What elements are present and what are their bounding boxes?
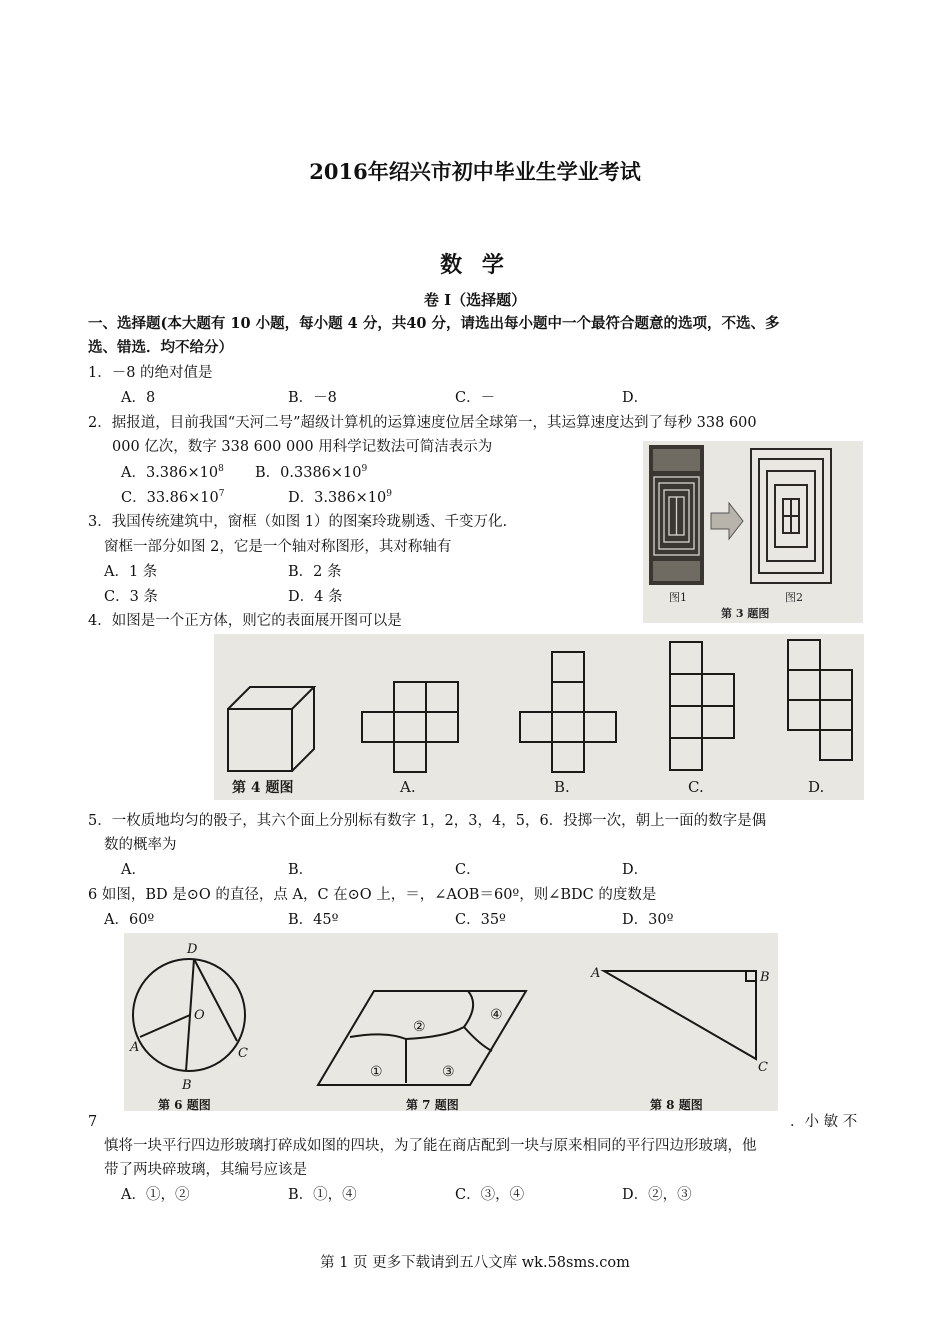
q4-label-d: D. bbox=[808, 778, 825, 796]
q6-point-o: O bbox=[194, 1008, 205, 1023]
q7-option-d: D．②，③ bbox=[622, 1187, 692, 1203]
q5-stem-line-2: 数的概率为 bbox=[104, 837, 177, 853]
exam-title: 2016年绍兴市初中毕业生学业考试 bbox=[309, 159, 641, 184]
q7-fig-caption: 第 7 题图 bbox=[406, 1098, 459, 1111]
q5-option-b: B． bbox=[288, 862, 314, 878]
q1-stem: 1．－8 的绝对值是 bbox=[88, 365, 213, 381]
q6-q8-figures bbox=[124, 933, 778, 1111]
net-option-d bbox=[788, 640, 852, 760]
q6-stem: 6 如图，BD 是⊙O 的直径，点 A，C 在⊙O 上，＝，∠AOB＝60º，则∠BDC 的度数是 bbox=[88, 887, 657, 903]
q7-option-a: A．①，② bbox=[121, 1187, 190, 1203]
q6-point-a: A bbox=[130, 1040, 140, 1055]
q3-fig2-label: 图2 bbox=[785, 591, 803, 604]
q2-option-b: B．$0.3386\times 10^9$ bbox=[255, 464, 368, 481]
section-title: 卷 I（选择题） bbox=[423, 291, 527, 309]
q8-triangle-figure bbox=[604, 971, 756, 1059]
q2-option-c: C．$33.86\times 10^7$ bbox=[121, 489, 225, 506]
instructions-line-2: 选、错选．均不给分） bbox=[88, 339, 233, 356]
q2-stem-line-1: 2．据报道，目前我国“天河二号”超级计算机的运算速度位居全球第一，其运算速度达到了每秒 338 600 bbox=[88, 415, 757, 431]
q6-point-d: D bbox=[187, 942, 198, 957]
q4-figure bbox=[214, 634, 864, 800]
q3-stem-line-1: 3．我国传统建筑中，窗框（如图 1）的图案玲珑剔透、千变万化. bbox=[88, 514, 508, 530]
q2-option-a: A．$3.386\times 10^8$ bbox=[121, 464, 224, 481]
q3-fig-caption: 第 3 题图 bbox=[721, 607, 770, 620]
q3-option-b: B．2 条 bbox=[288, 564, 342, 580]
q1-option-a: A．8 bbox=[121, 390, 156, 406]
net-option-c bbox=[670, 642, 734, 770]
cube-figure bbox=[228, 687, 314, 771]
q7-stem-tail: ．小 敏 不 bbox=[790, 1114, 858, 1130]
q4-fig-caption: 第 4 题图 bbox=[232, 780, 294, 796]
q4-label-a: A. bbox=[400, 778, 416, 796]
q3-option-d: D．4 条 bbox=[288, 589, 343, 605]
q7-stem-line-2: 慎将一块平行四边形玻璃打碎成如图的四块，为了能在商店配到一块与原来相同的平行四边形玻璃，他 bbox=[104, 1138, 757, 1154]
q6-fig-caption: 第 6 题图 bbox=[158, 1098, 211, 1111]
subject-title: 数 学 bbox=[440, 252, 510, 278]
q3-fig1-label: 图1 bbox=[669, 591, 687, 604]
q7-option-b: B．①，④ bbox=[288, 1187, 357, 1203]
q6-option-c: C．35º bbox=[455, 912, 506, 928]
instructions-line-1: 一、选择题(本大题有 10 小题，每小题 4 分，共40 分，请选出每小题中一个最符合题意的选项，不选、多 bbox=[88, 315, 780, 332]
q4-stem: 4．如图是一个正方体，则它的表面展开图可以是 bbox=[88, 613, 402, 629]
q5-stem-line-1: 5．一枚质地均匀的骰子，其六个面上分别标有数字 1，2，3，4，5，6．投掷一次，朝上一面的数字是偶 bbox=[88, 813, 767, 829]
page-footer: 第 1 页 更多下载请到五八文库 wk.58sms.com bbox=[320, 1255, 630, 1271]
q1-option-d: D． bbox=[622, 390, 649, 406]
q6-option-b: B．45º bbox=[288, 912, 339, 928]
q6-option-a: A．60º bbox=[104, 912, 155, 928]
q7-piece-3: ③ bbox=[442, 1064, 455, 1080]
q7-piece-2: ② bbox=[413, 1019, 426, 1035]
q8-point-a: A bbox=[591, 966, 601, 981]
q5-option-c: C． bbox=[455, 862, 481, 878]
q3-figure bbox=[643, 441, 863, 623]
q3-stem-line-2: 窗框一部分如图 2，它是一个轴对称图形，其对称轴有 bbox=[104, 539, 452, 555]
q7-stem-line-3: 带了两块碎玻璃，其编号应该是 bbox=[104, 1162, 307, 1178]
q3-option-a: A．1 条 bbox=[104, 564, 158, 580]
q2-option-d: D．$3.386\times 10^9$ bbox=[288, 489, 392, 506]
q1-option-c: C．－ bbox=[455, 390, 496, 406]
q4-label-b: B. bbox=[554, 778, 570, 796]
q7-parallelogram-figure bbox=[318, 991, 526, 1085]
q6-circle-figure bbox=[133, 959, 245, 1071]
q5-option-a: A． bbox=[121, 862, 146, 878]
q7-piece-4: ④ bbox=[490, 1007, 503, 1023]
q6-point-c: C bbox=[238, 1046, 248, 1061]
q6-option-d: D．30º bbox=[622, 912, 674, 928]
q4-label-c: C. bbox=[688, 778, 704, 796]
q8-point-b: B bbox=[760, 970, 770, 985]
net-option-b bbox=[520, 652, 616, 772]
q7-number: 7 bbox=[88, 1114, 98, 1130]
q7-option-c: C．③，④ bbox=[455, 1187, 525, 1203]
q6-point-b: B bbox=[182, 1078, 192, 1093]
net-option-a bbox=[362, 682, 458, 772]
q3-option-c: C．3 条 bbox=[104, 589, 158, 605]
q2-stem-line-2: 000 亿次，数字 338 600 000 用科学记数法可简洁表示为 bbox=[112, 439, 493, 455]
q8-fig-caption: 第 8 题图 bbox=[650, 1098, 703, 1111]
q1-option-b: B．－8 bbox=[288, 390, 337, 406]
q5-option-d: D． bbox=[622, 862, 649, 878]
q7-piece-1: ① bbox=[370, 1064, 383, 1080]
q8-point-c: C bbox=[758, 1060, 768, 1075]
